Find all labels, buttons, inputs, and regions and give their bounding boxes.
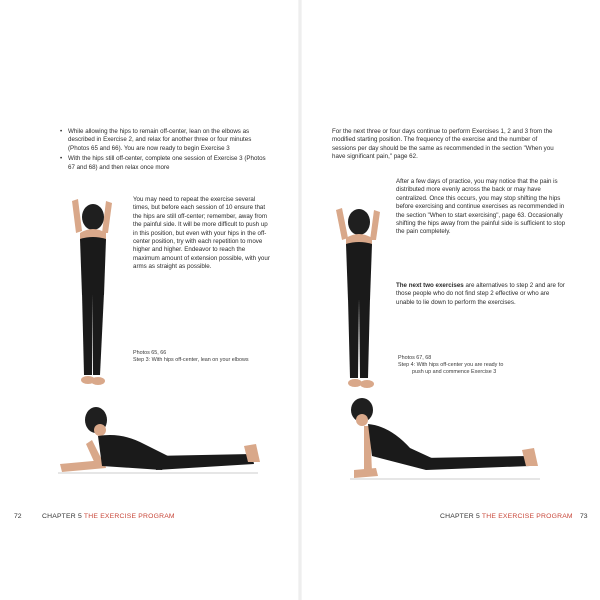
next-exercises-rest: are alternatives to step 2 and are for those people who do not find step 2 effective or who are unable to lie down to perform the exercises.	[396, 282, 565, 306]
bullet-item: • While allowing the hips to remain off-center, lean on the elbows as described in Exercise 2, and relax for another three or four minutes (Photos 65 and 66). You are now ready to begin Exercise 3	[60, 128, 270, 153]
left-body-text: You may need to repeat the exercise several times, but before each session of 10 ensure that the hips are still off-center; remember, away from the painful side. It will be more difficult to push up in this position, but even with your hips in the off-center position, try with each repetition to move higher and higher. Endeavor to reach the maximum amount of extension possible, with your arms as straight as possible.	[133, 196, 270, 271]
caption-step-continued: push up and commence Exercise 3	[412, 369, 497, 375]
right-page	[300, 0, 600, 600]
caption-step: Step 3: With hips off-center, lean on your elbows	[133, 357, 249, 363]
photo-standing-push-up	[328, 200, 388, 400]
bullet-item: • With the hips still off-center, complete one session of Exercise 3 (Photos 67 and 68) and then relax once more	[60, 155, 270, 172]
footer-chapter: CHAPTER 5	[42, 513, 82, 520]
photo-prone-push-up	[350, 396, 550, 486]
left-page-number: 72	[14, 513, 22, 520]
next-exercises-bold: The next two exercises	[396, 282, 464, 289]
footer-chapter: CHAPTER 5	[440, 513, 480, 520]
footer-title: THE EXERCISE PROGRAM	[83, 513, 175, 520]
caption-photos: Photos 67, 68	[398, 355, 432, 361]
left-photo-caption	[133, 350, 283, 364]
left-footer	[42, 513, 175, 520]
footer-title: THE EXERCISE PROGRAM	[481, 513, 573, 520]
photo-lying-on-elbows	[52, 400, 262, 480]
right-intro-text: For the next three or four days continue to perform Exercises 1, 2 and 3 from the modified starting position. The frequency of the exercise and the number of sessions per day should be the same as recommended in the section "When you have significant pain," page 62.	[332, 128, 554, 161]
right-next-text	[396, 282, 568, 307]
right-photo-caption	[398, 355, 568, 376]
left-bullet-list	[60, 128, 270, 174]
right-footer	[440, 513, 573, 520]
caption-photos: Photos 65, 66	[133, 350, 167, 356]
photo-standing-lean-elbows	[62, 195, 122, 395]
right-body-text: After a few days of practice, you may notice that the pain is distributed more evenly across the back or may have centralized. Once this occurs, you may stop shifting the hips before exercising and continue exercises as recommended in the section "When to start exercising", page 63. Occasionally shifting the hips away from the painful side is sufficient to stop the pain completely.	[396, 178, 566, 236]
right-page-number: 73	[580, 513, 588, 520]
caption-step: Step 4: With hips off-center you are ready to	[398, 362, 504, 368]
